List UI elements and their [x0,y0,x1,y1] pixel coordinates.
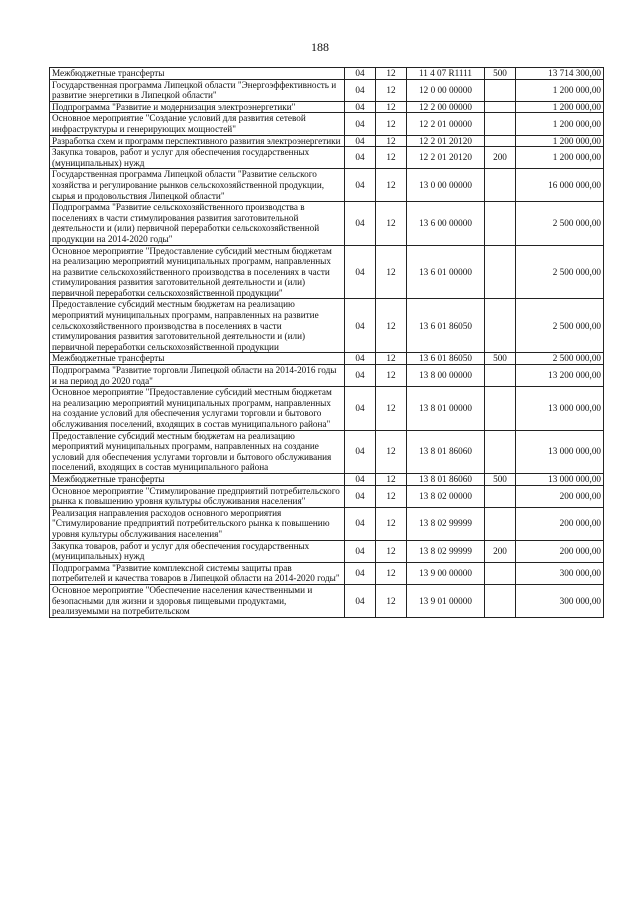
expense-type-code [485,365,516,387]
amount: 13 000 000,00 [516,473,604,485]
section-code: 04 [345,147,376,169]
table-row [50,485,604,507]
target-article-code: 13 0 00 00000 [407,169,485,202]
target-article-code: 12 0 00 00000 [407,79,485,101]
row-name: Закупка товаров, работ и услуг для обеспечения государственных (муниципальных) нужд [50,540,345,562]
target-article-code: 13 8 02 99999 [407,540,485,562]
expense-type-code: 500 [485,68,516,80]
subsection-code: 12 [376,584,407,617]
section-code: 04 [345,387,376,430]
target-article-code: 13 8 00 00000 [407,365,485,387]
expense-type-code: 500 [485,473,516,485]
section-code: 04 [345,113,376,135]
amount: 1 200 000,00 [516,147,604,169]
table-row [50,387,604,430]
subsection-code: 12 [376,387,407,430]
row-name: Межбюджетные трансферты [50,353,345,365]
expense-type-code [485,113,516,135]
expense-type-code [485,562,516,584]
table-row [50,245,604,299]
row-name: Подпрограмма "Развитие сельскохозяйственного производства в поселениях в части стимулирования развития заготовительной деятельности и (или) первичной переработки сельскохозяйственной продукции на 2014-2020 годы" [50,202,345,245]
target-article-code: 13 6 01 86050 [407,299,485,353]
row-name: Разработка схем и программ перспективного развития электроэнергетики [50,135,345,147]
expense-type-code [485,169,516,202]
amount: 300 000,00 [516,584,604,617]
expense-type-code [485,202,516,245]
section-code: 04 [345,507,376,540]
target-article-code: 13 8 01 00000 [407,387,485,430]
target-article-code: 13 9 00 00000 [407,562,485,584]
target-article-code: 11 4 07 R1111 [407,68,485,80]
row-name: Государственная программа Липецкой области "Развитие сельского хозяйства и регулирование рынков сельскохозяйственной продукции, сырья и продовольствия Липецкой области" [50,169,345,202]
budget-table [49,67,604,618]
target-article-code: 13 8 02 99999 [407,507,485,540]
expense-type-code: 200 [485,147,516,169]
table-row [50,169,604,202]
amount: 13 714 300,00 [516,68,604,80]
amount: 1 200 000,00 [516,113,604,135]
subsection-code: 12 [376,430,407,473]
table-row [50,562,604,584]
row-name: Основное мероприятие "Стимулирование предприятий потребительского рынка к повышению уровня культуры обслуживания населения" [50,485,345,507]
table-row [50,430,604,473]
target-article-code: 13 9 01 00000 [407,584,485,617]
section-code: 04 [345,299,376,353]
expense-type-code [485,299,516,353]
expense-type-code [485,507,516,540]
subsection-code: 12 [376,540,407,562]
section-code: 04 [345,584,376,617]
row-name: Основное мероприятие "Предоставление субсидий местным бюджетам на реализацию мероприятий муниципальных программ, направленных на развитие сельскохозяйственного производства в поселениях в части стимулирования развития заготовительной деятельности и (или) первичной переработки сельскохозяйственной продукции" [50,245,345,299]
subsection-code: 12 [376,135,407,147]
subsection-code: 12 [376,299,407,353]
target-article-code: 12 2 01 20120 [407,147,485,169]
section-code: 04 [345,473,376,485]
amount: 1 200 000,00 [516,135,604,147]
section-code: 04 [345,485,376,507]
table-row [50,147,604,169]
subsection-code: 12 [376,562,407,584]
table-row [50,353,604,365]
amount: 2 500 000,00 [516,299,604,353]
amount: 300 000,00 [516,562,604,584]
section-code: 04 [345,169,376,202]
expense-type-code [485,245,516,299]
table-row [50,68,604,80]
row-name: Основное мероприятие "Предоставление субсидий местным бюджетам на реализацию мероприятий муниципальных программ, направленных на создание условий для обеспечения услугами торговли и бытового обслуживания поселений, входящих в состав муниципального района" [50,387,345,430]
row-name: Подпрограмма "Развитие комплексной системы защиты прав потребителей и качества товаров в Липецкой области на 2014-2020 годы" [50,562,345,584]
subsection-code: 12 [376,202,407,245]
table-row [50,101,604,113]
section-code: 04 [345,365,376,387]
expense-type-code: 500 [485,353,516,365]
section-code: 04 [345,562,376,584]
amount: 1 200 000,00 [516,101,604,113]
subsection-code: 12 [376,79,407,101]
table-row [50,113,604,135]
subsection-code: 12 [376,169,407,202]
target-article-code: 13 6 01 86050 [407,353,485,365]
section-code: 04 [345,79,376,101]
subsection-code: 12 [376,473,407,485]
table-row [50,584,604,617]
target-article-code: 12 2 01 00000 [407,113,485,135]
expense-type-code [485,485,516,507]
section-code: 04 [345,68,376,80]
section-code: 04 [345,430,376,473]
expense-type-code [485,79,516,101]
table-row [50,202,604,245]
table-row [50,473,604,485]
section-code: 04 [345,245,376,299]
table-row [50,79,604,101]
target-article-code: 12 2 00 00000 [407,101,485,113]
amount: 2 500 000,00 [516,353,604,365]
subsection-code: 12 [376,485,407,507]
section-code: 04 [345,101,376,113]
amount: 13 000 000,00 [516,430,604,473]
amount: 2 500 000,00 [516,245,604,299]
subsection-code: 12 [376,507,407,540]
section-code: 04 [345,135,376,147]
row-name: Основное мероприятие "Обеспечение населения качественными и безопасными для жизни и здоровья пищевыми продуктами, реализуемыми на потребительском [50,584,345,617]
row-name: Закупка товаров, работ и услуг для обеспечения государственных (муниципальных) нужд [50,147,345,169]
expense-type-code [485,101,516,113]
row-name: Межбюджетные трансферты [50,68,345,80]
subsection-code: 12 [376,245,407,299]
amount: 200 000,00 [516,540,604,562]
budget-table-body [50,68,604,618]
target-article-code: 13 6 00 00000 [407,202,485,245]
amount: 200 000,00 [516,485,604,507]
row-name: Предоставление субсидий местным бюджетам на реализацию мероприятий муниципальных программ, направленных на развитие сельскохозяйственного производства в поселениях в части стимулирования развития заготовительной деятельности и (или) первичной переработки сельскохозяйственной продукции [50,299,345,353]
subsection-code: 12 [376,101,407,113]
amount: 16 000 000,00 [516,169,604,202]
expense-type-code [485,584,516,617]
expense-type-code [485,135,516,147]
page-number: 188 [311,40,329,54]
subsection-code: 12 [376,365,407,387]
expense-type-code: 200 [485,540,516,562]
amount: 1 200 000,00 [516,79,604,101]
row-name: Предоставление субсидий местным бюджетам на реализацию мероприятий муниципальных программ, направленных на создание условий для обеспечения услугами торговли и бытового обслуживания поселений, входящих в состав муниципального района [50,430,345,473]
row-name: Подпрограмма "Развитие и модернизация электроэнергетики" [50,101,345,113]
amount: 13 200 000,00 [516,365,604,387]
target-article-code: 13 8 01 86060 [407,473,485,485]
subsection-code: 12 [376,147,407,169]
target-article-code: 13 8 01 86060 [407,430,485,473]
row-name: Подпрограмма "Развитие торговли Липецкой области на 2014-2016 годы и на период до 2020 года" [50,365,345,387]
table-row [50,135,604,147]
target-article-code: 13 6 01 00000 [407,245,485,299]
section-code: 04 [345,540,376,562]
subsection-code: 12 [376,68,407,80]
expense-type-code [485,430,516,473]
row-name: Государственная программа Липецкой области "Энергоэффективность и развитие энергетики в Липецкой области" [50,79,345,101]
amount: 13 000 000,00 [516,387,604,430]
section-code: 04 [345,353,376,365]
amount: 2 500 000,00 [516,202,604,245]
row-name: Основное мероприятие "Создание условий для развития сетевой инфраструктуры и генерирующих мощностей" [50,113,345,135]
row-name: Реализация направления расходов основного мероприятия "Стимулирование предприятий потребительского рынка к повышению уровня культуры обслуживания населения" [50,507,345,540]
table-row [50,540,604,562]
table-row [50,507,604,540]
expense-type-code [485,387,516,430]
subsection-code: 12 [376,353,407,365]
section-code: 04 [345,202,376,245]
table-row [50,365,604,387]
subsection-code: 12 [376,113,407,135]
row-name: Межбюджетные трансферты [50,473,345,485]
target-article-code: 13 8 02 00000 [407,485,485,507]
table-row [50,299,604,353]
amount: 200 000,00 [516,507,604,540]
target-article-code: 12 2 01 20120 [407,135,485,147]
